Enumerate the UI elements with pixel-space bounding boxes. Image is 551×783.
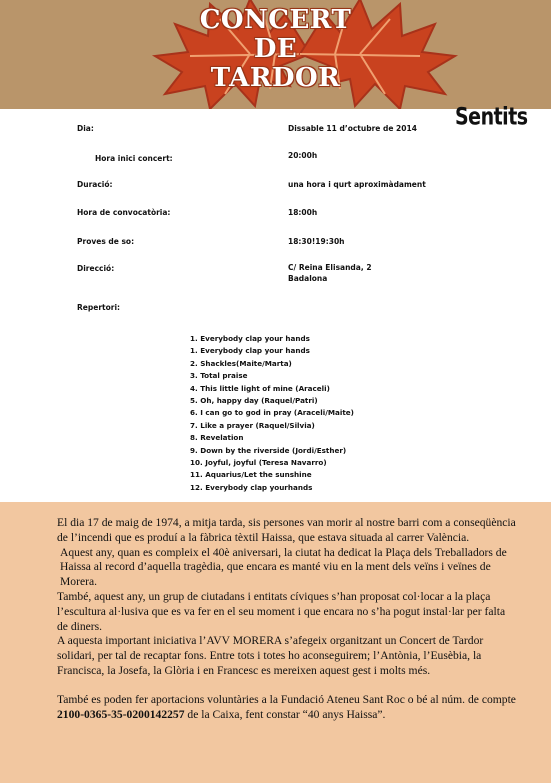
repertori-list xyxy=(190,333,354,494)
repertori-item: 1. Everybody clap your hands xyxy=(190,334,310,343)
title-line-2: DE xyxy=(253,34,298,64)
story-text xyxy=(57,516,517,722)
direccio-line-1: C/ Reina Elisanda, 2 xyxy=(288,263,372,272)
repertori-item: 3. Total praise xyxy=(190,371,248,381)
title-line-3: TARDOR xyxy=(210,63,341,93)
repertori-item: 8. Revelation xyxy=(190,433,244,443)
repertori-item: 11. Aquarius/Let the sunshine xyxy=(190,470,312,480)
story-paragraph-2: Aquest any, quan es compleix el 40è aniversari, la ciutat ha dedicat la Plaça dels Treballadors de Haissa al record d’aquella tragèdia, que encara es manté viu en la ment dels veïns i veïnes de Morera. xyxy=(60,545,507,589)
repertori-item: 5. Oh, happy day (Raquel/Patri) xyxy=(190,396,318,406)
header-banner xyxy=(0,0,551,109)
repertori-label: Repertori: xyxy=(77,303,121,312)
story-paragraph-1: El dia 17 de maig de 1974, a mitja tarda, sis persones van morir al nostre barri com a conseqüència de l’incendi que es produí a la fàbrica tèxtil Haissa, que estava situada al carrer València. xyxy=(57,516,516,544)
repertori-item: 2. Shackles(Maite/Marta) xyxy=(190,358,292,368)
direccio-value xyxy=(288,262,372,284)
story-paragraph-5 xyxy=(57,693,517,723)
story-paragraph-3: També, aquest any, un grup de ciutadans i entitats cíviques s’han proposat col·locar a la plaça l’escultura al·lusiva que es va fer en el seu moment i que encara no s’ha pogut instal·lar per falta de diners. xyxy=(57,589,506,633)
proves-label: Proves de so: xyxy=(77,237,135,246)
repertori-item: 12. Everybody clap yourhands xyxy=(190,482,313,492)
donation-suffix: de la Caixa, fent constar “40 anys Haissa”. xyxy=(184,707,386,721)
duracio-label: Duració: xyxy=(77,180,113,189)
bank-account-number: 2100-0365-35-0200142257 xyxy=(57,707,185,721)
hora-inici-value: 20:00h xyxy=(288,151,318,160)
hora-inici-label: Hora inici concert: xyxy=(95,154,173,163)
repertori-item: 1. Everybody clap your hands xyxy=(190,346,310,356)
convocatoria-label: Hora de convocatòria: xyxy=(77,208,171,217)
paragraph-gap xyxy=(57,679,517,693)
donation-prefix: També es poden fer aportacions voluntàries a la Fundació Ateneu Sant Roc o bé al núm. de compte xyxy=(57,692,516,706)
repertori-item: 7. Like a prayer (Raquel/Silvia) xyxy=(190,420,315,430)
proves-value: 18:30!19:30h xyxy=(288,237,345,246)
direccio-line-2: Badalona xyxy=(288,274,328,283)
repertori-item: 6. I can go to god in pray (Araceli/Maite) xyxy=(190,408,354,418)
title-line-1: CONCERT xyxy=(199,5,352,35)
repertori-item: 4. This little light of mine (Araceli) xyxy=(190,383,330,393)
repertori-item: 9. Down by the riverside (Jordi/Esther) xyxy=(190,445,347,455)
convocatoria-value: 18:00h xyxy=(288,208,318,217)
dia-label: Dia: xyxy=(77,124,94,133)
duracio-value: una hora i qurt aproximàdament xyxy=(288,180,426,189)
sentits-logo: Sentits xyxy=(455,103,528,131)
repertori-item: 10. Joyful, joyful (Teresa Navarro) xyxy=(190,458,327,468)
dia-value: Dissable 11 d’octubre de 2014 xyxy=(288,124,417,133)
story-paragraph-4: A aquesta important iniciativa l’AVV MORERA s’afegeix organitzant un Concert de Tardor solidari, per tal de recaptar fons. Entre tots i totes ho aconseguirem; l’Antònia, l’Eusèbia, la Francisca, la Josefa, la Glòria i en Francesc es mereixen aquest gest i molts més. xyxy=(57,634,484,677)
direccio-label: Direcció: xyxy=(77,264,115,273)
story-section xyxy=(0,502,551,783)
